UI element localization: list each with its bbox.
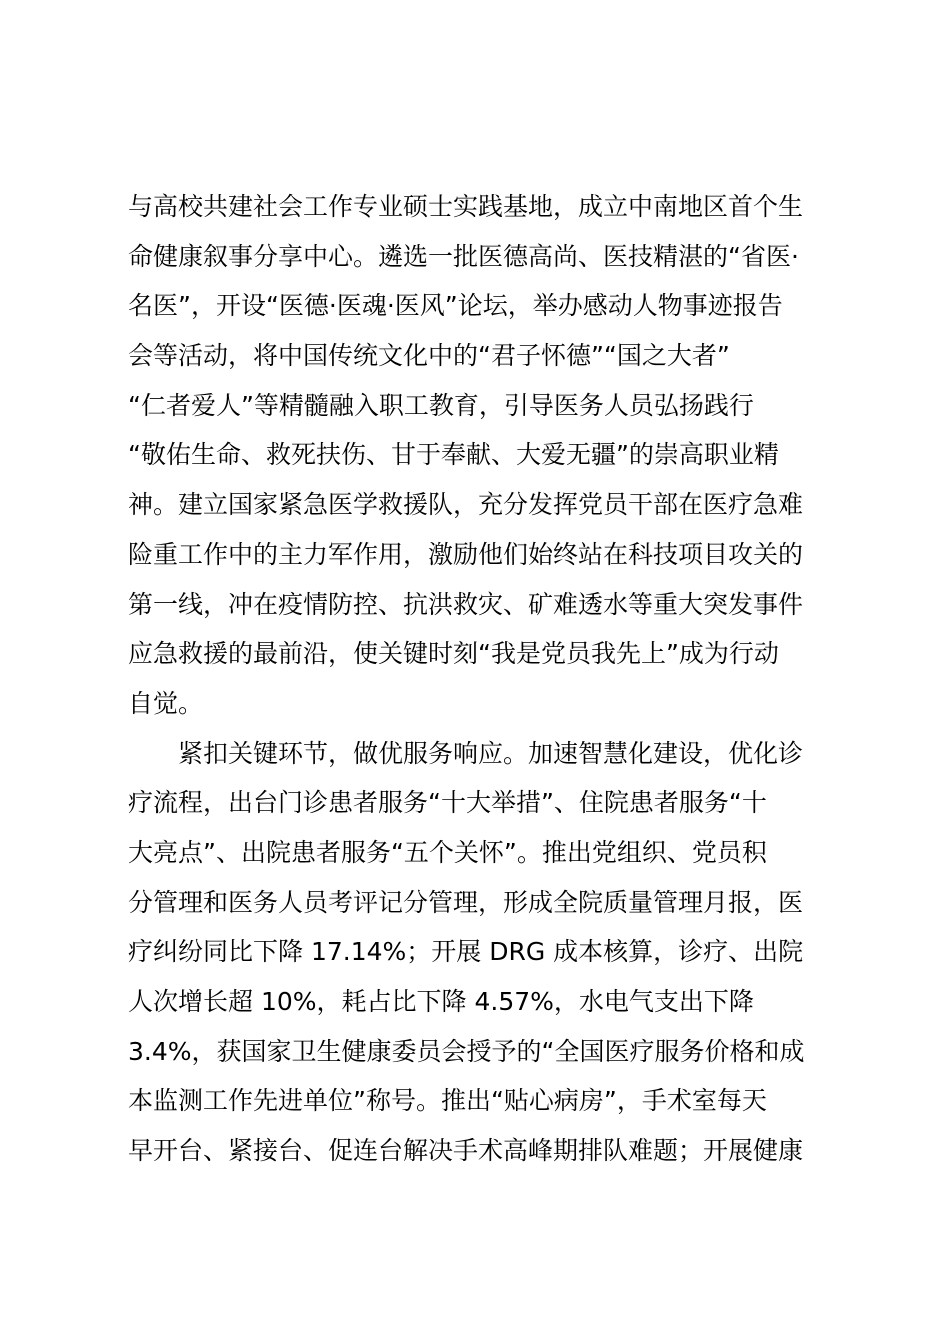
paragraph-2: [128, 729, 840, 1226]
text-line: 险重工作中的主力军作用，激励他们始终站在科技项目攻关的: [128, 539, 804, 569]
document-body: [128, 182, 840, 1225]
text-line: 疗纠纷同比下降 17.14%；开展 DRG 成本核算，诊疗、出院: [128, 937, 804, 967]
text-line: 自觉。: [128, 688, 204, 718]
text-line: 3.4%，获国家卫生健康委员会授予的“全国医疗服务价格和成: [128, 1036, 805, 1066]
text-line: 应急救援的最前沿，使关键时刻“我是党员我先上”成为行动: [128, 639, 779, 669]
paragraph-1: [128, 182, 840, 729]
text-line: 命健康叙事分享中心。遴选一批医德高尚、医技精湛的“省医·: [128, 241, 799, 271]
text-line: [128, 1176, 840, 1226]
text-line: “敬佑生命、救死扶伤、甘于奉献、大爱无疆”的崇高职业精: [128, 440, 779, 470]
text-line: 人次增长超 10%，耗占比下降 4.57%，水电气支出下降: [128, 987, 754, 1016]
text-line: 早开台、紧接台、促连台解决手术高峰期排队难题；开展健康: [128, 1136, 804, 1166]
text-line: 与高校共建社会工作专业硕士实践基地，成立中南地区首个生: [128, 192, 804, 221]
text-line: 神。建立国家紧急医学救援队，充分发挥党员干部在医疗急难: [128, 490, 804, 520]
text-line: “仁者爱人”等精髓融入职工教育，引导医务人员弘扬践行: [128, 390, 754, 420]
text-line: 名医”，开设“医德·医魂·医风”论坛，举办感动人物事迹报告: [128, 291, 783, 321]
text-line: 疗流程，出台门诊患者服务“十大举措”、住院患者服务“十: [128, 788, 767, 818]
text-line: 分管理和医务人员考评记分管理，形成全院质量管理月报，医: [128, 887, 804, 917]
text-line: 本监测工作先进单位”称号。推出“贴心病房”，手术室每天: [128, 1086, 767, 1116]
text-line: 大亮点”、出院患者服务“五个关怀”。推出党组织、党员积: [128, 837, 767, 867]
text-line: 会等活动，将中国传统文化中的“君子怀德”“国之大者”: [128, 341, 730, 371]
text-line: 第一线，冲在疫情防控、抗洪救灾、矿难透水等重大突发事件: [128, 589, 804, 619]
text-line-indented: 紧扣关键环节，做优服务响应。加速智慧化建设，优化诊: [178, 738, 804, 768]
